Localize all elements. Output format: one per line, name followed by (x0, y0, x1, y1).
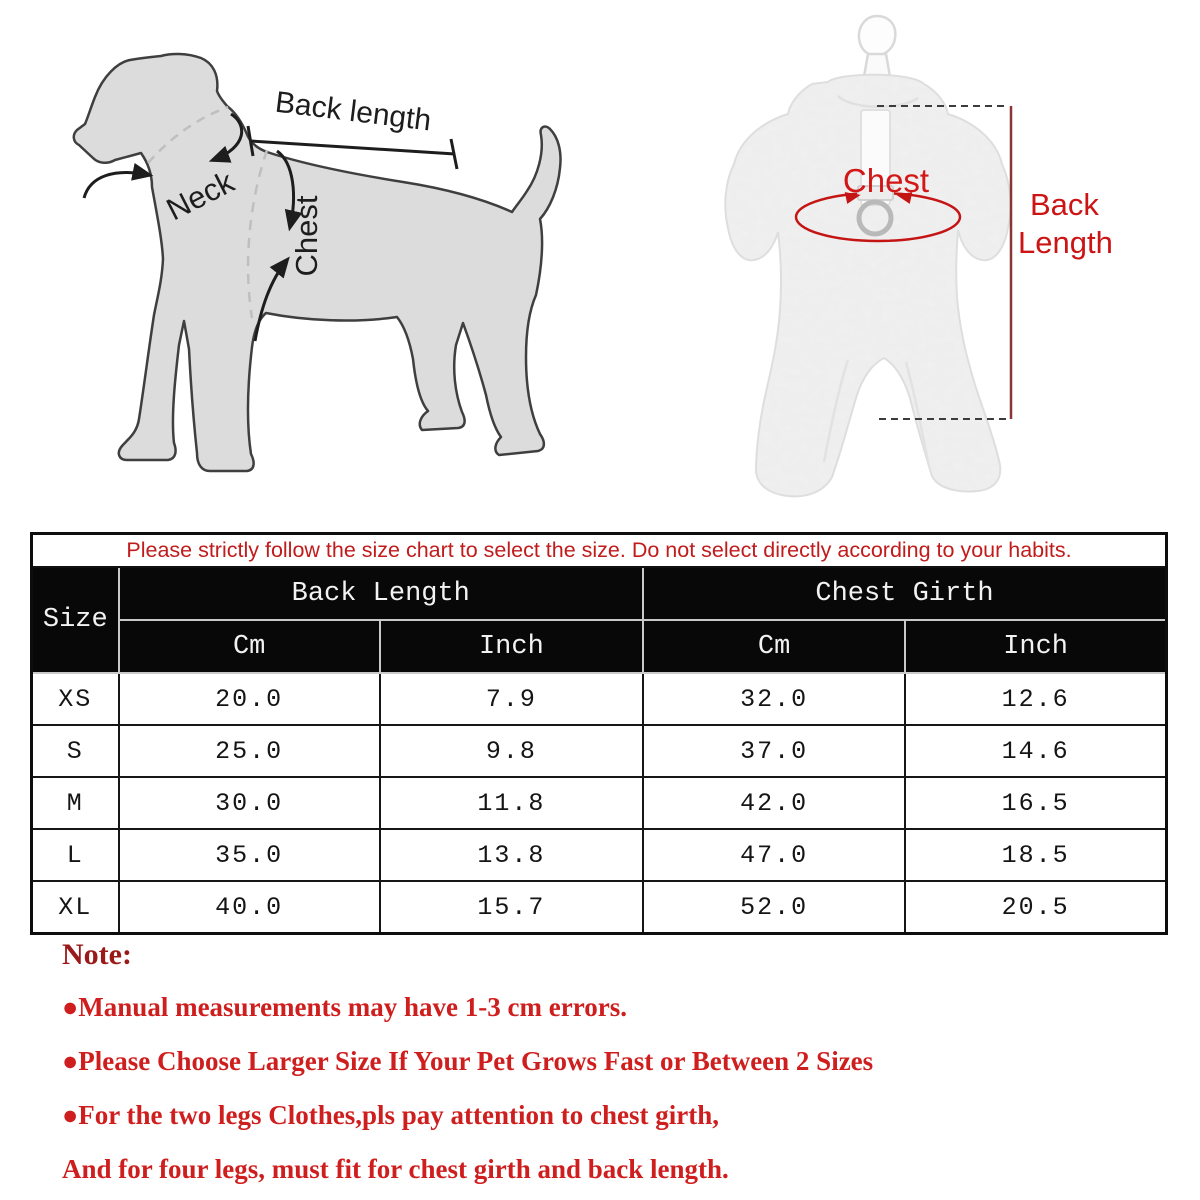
size-table (30, 532, 1168, 935)
chest-inch-cell: 14.6 (905, 725, 1166, 777)
chest-inch-cell: 20.5 (905, 881, 1166, 934)
chest-cm-cell: 52.0 (643, 881, 905, 934)
table-group-header-row (32, 567, 1167, 620)
size-cell: L (32, 829, 119, 881)
garment-back-length-label-line1: Back (1030, 187, 1099, 222)
back-cm-cell: 40.0 (119, 881, 380, 934)
back-inch-cell: 7.9 (380, 673, 643, 725)
table-notice-row (32, 534, 1167, 568)
table-row (32, 777, 1167, 829)
table-row (32, 725, 1167, 777)
note-item: ●Manual measurements may have 1-3 cm errors. (62, 992, 627, 1022)
size-notice: Please strictly follow the size chart to select the size. Do not select directly according to your habits. (32, 534, 1167, 568)
note-item: And for four legs, must fit for chest girth and back length. (62, 1154, 729, 1184)
size-column-header: Size (32, 567, 119, 673)
notes-section (62, 938, 1142, 1200)
note-item: ●Please Choose Larger Size If Your Pet Grows Fast or Between 2 Sizes (62, 1046, 874, 1076)
table-row (32, 673, 1167, 725)
back-inch-cell: 9.8 (380, 725, 643, 777)
measurement-diagrams (0, 0, 1200, 530)
chest-cm-cell: 37.0 (643, 725, 905, 777)
chest-cm-cell: 32.0 (643, 673, 905, 725)
back-length-group-header: Back Length (119, 567, 643, 620)
garment-measure-diagram (725, 16, 1113, 496)
chest-girth-cm-header: Cm (643, 620, 905, 673)
notes-title: Note: (62, 938, 132, 971)
size-cell: XS (32, 673, 119, 725)
note-item: ●For the two legs Clothes,pls pay attention to chest girth, (62, 1100, 720, 1130)
chest-cm-cell: 42.0 (643, 777, 905, 829)
chest-label: Chest (289, 195, 324, 277)
neck-arrow-left (84, 173, 149, 198)
table-row (32, 881, 1167, 934)
size-cell: XL (32, 881, 119, 934)
back-length-dimension-line (251, 141, 455, 154)
back-inch-cell: 11.8 (380, 777, 643, 829)
chest-inch-cell: 12.6 (905, 673, 1166, 725)
back-cm-cell: 20.0 (119, 673, 380, 725)
back-cm-cell: 25.0 (119, 725, 380, 777)
size-cell: M (32, 777, 119, 829)
back-length-cm-header: Cm (119, 620, 380, 673)
chest-cm-cell: 47.0 (643, 829, 905, 881)
neck-label: Neck (160, 164, 240, 228)
chest-girth-inch-header: Inch (905, 620, 1166, 673)
garment-chest-label: Chest (842, 162, 930, 199)
hanger-knob (859, 16, 895, 56)
back-cm-cell: 35.0 (119, 829, 380, 881)
dog-measure-diagram (74, 54, 561, 471)
back-length-label: Back length (273, 85, 433, 138)
back-cm-cell: 30.0 (119, 777, 380, 829)
garment-back-length-label-line2: Length (1018, 225, 1113, 260)
chest-inch-cell: 18.5 (905, 829, 1166, 881)
size-cell: S (32, 725, 119, 777)
chest-girth-group-header: Chest Girth (643, 567, 1167, 620)
chest-inch-cell: 16.5 (905, 777, 1166, 829)
back-inch-cell: 15.7 (380, 881, 643, 934)
back-length-inch-header: Inch (380, 620, 643, 673)
table-row (32, 829, 1167, 881)
table-unit-header-row (32, 620, 1167, 673)
back-inch-cell: 13.8 (380, 829, 643, 881)
